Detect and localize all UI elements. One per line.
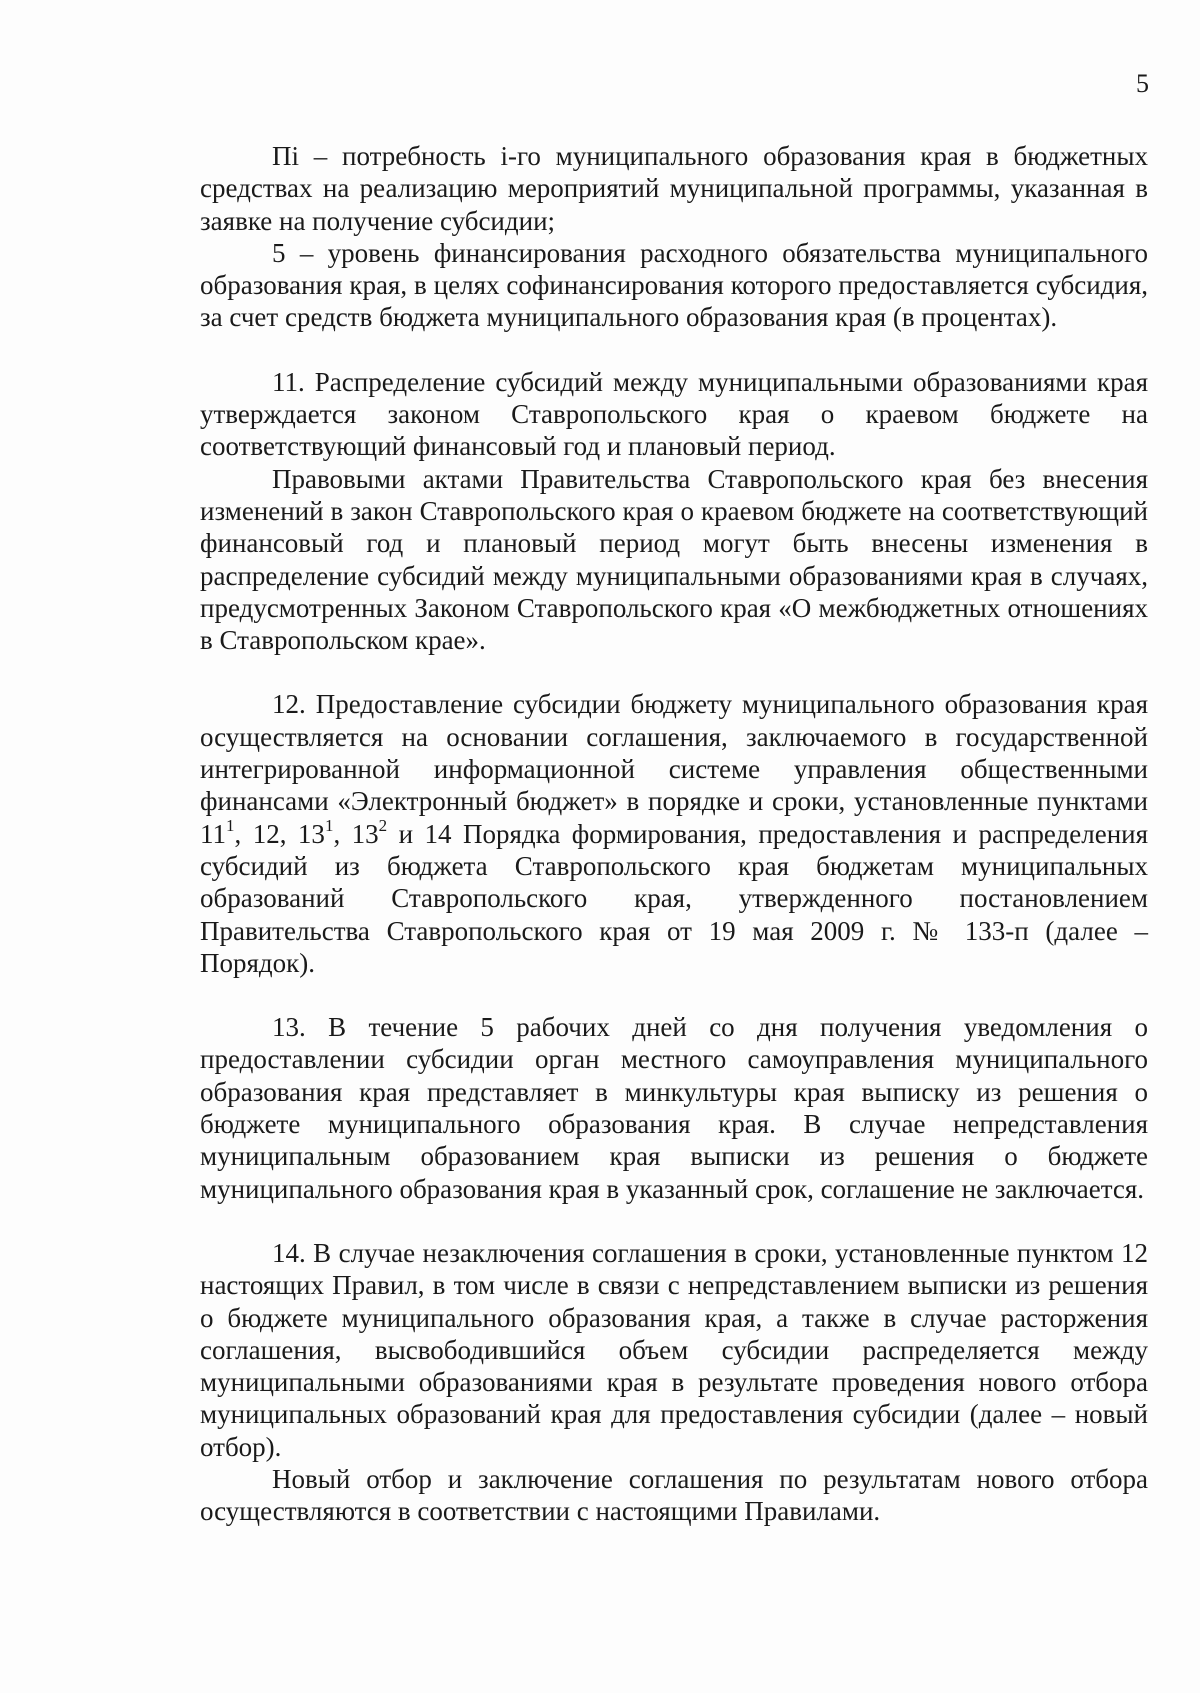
paragraph-12-text-part4: и 14 Порядка формирования, предоставления и распределения субсидий из бюджета Ставропольского края бюджетам муниципальных образований Ставропольского края, утвержденного постановлением Правительства Ставропольского края от 19 мая 2009 г. № 133-п (далее – Порядок).: [200, 818, 1149, 978]
paragraph-14-new-selection: 14. В случае незаключения соглашения в сроки, установленные пунктом 12 настоящих Правил, в том числе в связи с непредставлением выписки из решения о бюджете муниципального образования края, а также в случае расторжения соглашения, высвободившийся объем субсидии распределяется между муниципальными образованиями края в результате проведения нового отбора муниципальных образований края для предоставления субсидии (далее – новый отбор).: [200, 1237, 1148, 1462]
document-body: [200, 140, 1148, 1528]
paragraph-new-selection-rules: Новый отбор и заключение соглашения по результатам нового отбора осуществляются в соответствии с настоящими Правилами.: [200, 1463, 1148, 1527]
paragraph-formula-term-pi: Пi – потребность i-го муниципального образования края в бюджетных средствах на реализацию мероприятий муниципальной программы, указанная в заявке на получение субсидии;: [200, 141, 1148, 236]
paragraph-13-budget-extract: 13. В течение 5 рабочих дней со дня получения уведомления о предоставлении субсидии орган местного самоуправления муниципального образования края представляет в минкультуры края выписку из решения о бюджете муниципального образования края. В случае непредставления муниципальным образованием края выписки из решения о бюджете муниципального образования края в указанный срок, соглашение не заключается.: [200, 1012, 1148, 1204]
paragraph-legal-acts-changes: Правовыми актами Правительства Ставропольского края без внесения изменений в закон Ставропольского края о краевом бюджете на соответствующий финансовый год и плановый период могут быть внесены изменения в распределение субсидий между муниципальными образованиями края в случаях, предусмотренных Законом Ставропольского края «О межбюджетных отношениях в Ставропольском крае».: [200, 463, 1148, 656]
superscript-2: 2: [378, 815, 388, 835]
paragraph-12-text-part2: , 12, 13: [234, 818, 325, 849]
paragraph-12-text-part3: , 13: [333, 818, 379, 849]
paragraph-formula-term-5: 5 – уровень финансирования расходного обязательства муниципального образования края, в целях софинансирования которого предоставляется субсидия, за счет средств бюджета муниципального образования края (в процентах).: [200, 237, 1148, 333]
paragraph-12-text-part1: 12. Предоставление субсидии бюджету муниципального образования края осуществляется на основании соглашения, заключаемого в государственной интегрированной информационной системе управления общественными финансами «Электронный бюджет» в порядке и сроки, установленные пунктами 11: [200, 689, 1148, 849]
paragraph-11-distribution: 11. Распределение субсидий между муниципальными образованиями края утверждается законом Ставропольского края о краевом бюджете на соответствующий финансовый год и плановый период.: [200, 366, 1148, 462]
superscript-1: 1: [324, 815, 334, 835]
page-number: 5: [1136, 69, 1149, 98]
paragraph-12-agreement: [200, 688, 1148, 979]
superscript-1: 1: [226, 815, 235, 835]
